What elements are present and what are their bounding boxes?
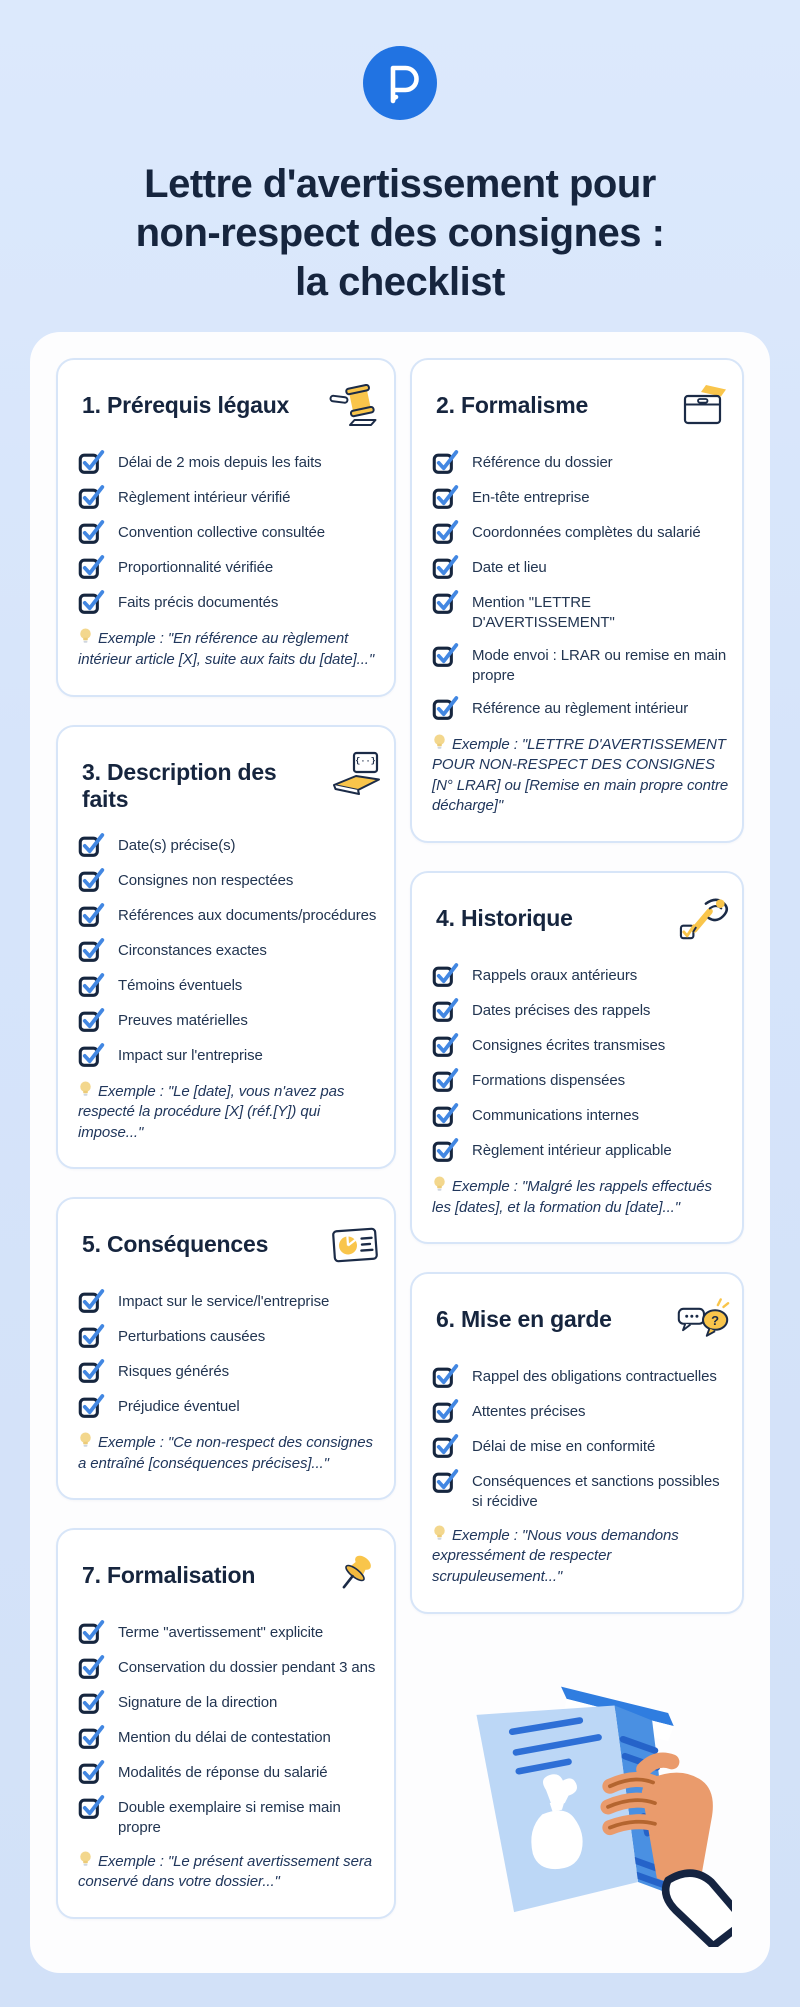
logo-container bbox=[0, 0, 800, 120]
lightbulb-icon bbox=[78, 1431, 93, 1449]
checklist-item-label: Signature de la direction bbox=[118, 1694, 278, 1712]
checkbox-checked-icon bbox=[432, 1066, 459, 1093]
checklist-item-label: Consignes écrites transmises bbox=[472, 1037, 666, 1055]
example-note bbox=[432, 1524, 730, 1588]
checkbox-checked-icon bbox=[78, 1357, 105, 1384]
checklist-item bbox=[78, 483, 382, 510]
checkbox-checked-icon bbox=[78, 1688, 105, 1715]
checklist-item-label: Préjudice éventuel bbox=[118, 1398, 240, 1416]
checklist-item bbox=[78, 518, 382, 545]
checklist-item bbox=[432, 483, 730, 510]
example-note bbox=[78, 1080, 382, 1144]
example-note bbox=[78, 1850, 382, 1893]
checklist-item-label: Date et lieu bbox=[472, 559, 547, 577]
svg-text:?: ? bbox=[711, 1313, 720, 1329]
section-card-historique bbox=[410, 871, 744, 1244]
checklist-item-label: Références aux documents/procédures bbox=[118, 906, 377, 924]
section-title: 5. Conséquences bbox=[82, 1231, 269, 1258]
checklist-item bbox=[432, 1362, 730, 1389]
checklist-item-label: Communications internes bbox=[472, 1107, 639, 1125]
example-text: Exemple : "Ce non-respect des consignes a entraîné [conséquences précises]..." bbox=[78, 1434, 373, 1472]
checklist-item-label: En-tête entreprise bbox=[472, 489, 590, 507]
checklist-item-label: Risques générés bbox=[118, 1363, 230, 1381]
section-title: 7. Formalisation bbox=[82, 1562, 256, 1589]
section-card-consequences bbox=[56, 1197, 396, 1500]
lightbulb-icon bbox=[78, 627, 93, 645]
checklist-item bbox=[432, 1432, 730, 1459]
checkbox-checked-icon bbox=[78, 831, 105, 858]
section-card-mise-en-garde bbox=[410, 1272, 744, 1613]
laptop-icon bbox=[328, 749, 382, 797]
right-column bbox=[410, 358, 744, 1947]
checklist-item-label: Perturbations causées bbox=[118, 1328, 266, 1346]
checklist-item-label: Consignes non respectées bbox=[118, 871, 294, 889]
checklist-item bbox=[432, 1467, 730, 1512]
example-note bbox=[432, 1175, 730, 1218]
checklist-item-label: Mention "LETTRE D'AVERTISSEMENT" bbox=[472, 594, 615, 632]
checklist-item bbox=[432, 1031, 730, 1058]
checklist-item bbox=[78, 448, 382, 475]
checklist-item bbox=[78, 831, 382, 858]
checklist-item-label: Délai de 2 mois depuis les faits bbox=[118, 454, 322, 472]
section-card-prerequis-legaux bbox=[56, 358, 396, 696]
checkbox-checked-icon bbox=[432, 553, 459, 580]
section-title: 2. Formalisme bbox=[436, 392, 589, 419]
checklist-item-label: Double exemplaire si remise main propre bbox=[118, 1799, 341, 1837]
p-logo-icon bbox=[363, 46, 437, 120]
checklist-item bbox=[78, 588, 382, 615]
checklist-item bbox=[78, 1006, 382, 1033]
lightbulb-icon bbox=[78, 1080, 93, 1098]
section-card-formalisme bbox=[410, 358, 744, 843]
example-text: Exemple : "Le [date], vous n'avez pas respecté la procédure [X] (réf.[Y]) qui impose..." bbox=[78, 1082, 345, 1141]
checklist-item bbox=[432, 694, 730, 721]
checklist-item bbox=[432, 1101, 730, 1128]
checkbox-checked-icon bbox=[78, 936, 105, 963]
checklist-item bbox=[78, 1758, 382, 1785]
checklist-item bbox=[432, 518, 730, 545]
checklist-item-label: Dates précises des rappels bbox=[472, 1002, 651, 1020]
checklist-item-label: Proportionnalité vérifiée bbox=[118, 559, 274, 577]
checklist-item bbox=[78, 1618, 382, 1645]
checklist-item-label: Délai de mise en conformité bbox=[472, 1438, 656, 1456]
example-text: Exemple : "Le présent avertissement sera conservé dans votre dossier..." bbox=[78, 1852, 372, 1891]
checkbox-checked-icon bbox=[78, 866, 105, 893]
checklist-board bbox=[30, 332, 770, 1973]
checklist-item-label: Coordonnées complètes du salarié bbox=[472, 524, 701, 542]
checklist-item-label: Témoins éventuels bbox=[118, 976, 243, 994]
page-title-line-2: non-respect des consignes : bbox=[135, 210, 665, 255]
section-title: 1. Prérequis légaux bbox=[82, 392, 290, 419]
section-title: 3. Description des faits bbox=[82, 758, 277, 812]
checkbox-checked-icon bbox=[432, 641, 459, 668]
checklist-item bbox=[432, 961, 730, 988]
checkbox-checked-icon bbox=[432, 518, 459, 545]
checklist-item bbox=[78, 1653, 382, 1680]
checkbox-checked-icon bbox=[78, 1392, 105, 1419]
checklist-item-label: Formations dispensées bbox=[472, 1072, 625, 1090]
page-title-line-1: Lettre d'avertissement pour bbox=[144, 162, 656, 206]
checklist bbox=[432, 1362, 730, 1512]
checklist-item-label: Rappels oraux antérieurs bbox=[472, 967, 638, 985]
checkbox-checked-icon bbox=[432, 588, 459, 615]
checkbox-checked-icon bbox=[78, 901, 105, 928]
checklist-item-label: Faits précis documentés bbox=[118, 594, 279, 612]
checkbox-checked-icon bbox=[432, 694, 459, 721]
example-text: Exemple : "En référence au règlement intérieur article [X], suite aux faits du [date]..." bbox=[78, 630, 375, 668]
pushpin-icon bbox=[328, 1552, 382, 1600]
checkbox-checked-icon bbox=[78, 588, 105, 615]
checkbox-checked-icon bbox=[78, 448, 105, 475]
checklist-item-label: Date(s) précise(s) bbox=[118, 836, 236, 854]
checklist bbox=[432, 961, 730, 1163]
lightbulb-icon bbox=[432, 1524, 447, 1542]
checkbox-checked-icon bbox=[432, 1397, 459, 1424]
checklist-item bbox=[78, 1287, 382, 1314]
checkbox-checked-icon bbox=[78, 553, 105, 580]
checkbox-checked-icon bbox=[432, 1136, 459, 1163]
checkbox-checked-icon bbox=[432, 961, 459, 988]
checkbox-checked-icon bbox=[78, 1653, 105, 1680]
checkbox-checked-icon bbox=[432, 1467, 459, 1494]
section-card-description-des-faits bbox=[56, 725, 396, 1170]
checklist-item bbox=[432, 553, 730, 580]
checkbox-checked-icon bbox=[78, 518, 105, 545]
checklist-item-label: Règlement intérieur vérifié bbox=[118, 489, 291, 507]
chat-question-icon bbox=[676, 1296, 730, 1344]
checklist-item bbox=[78, 936, 382, 963]
checklist bbox=[432, 448, 730, 720]
checklist-item-label: Attentes précises bbox=[472, 1403, 586, 1421]
lightbulb-icon bbox=[78, 1850, 93, 1868]
checkbox-checked-icon bbox=[78, 971, 105, 998]
checkbox-checked-icon bbox=[432, 483, 459, 510]
checklist-item-label: Rappel des obligations contractuelles bbox=[472, 1368, 717, 1386]
checklist-item-label: Référence au règlement intérieur bbox=[472, 699, 689, 717]
section-title: 6. Mise en garde bbox=[436, 1306, 612, 1333]
checklist-item bbox=[78, 866, 382, 893]
checkbox-checked-icon bbox=[78, 483, 105, 510]
checklist-item bbox=[78, 1723, 382, 1750]
checklist-item-label: Terme "avertissement" explicite bbox=[118, 1624, 324, 1642]
checklist-item bbox=[432, 996, 730, 1023]
checkbox-checked-icon bbox=[78, 1006, 105, 1033]
checkbox-checked-icon bbox=[432, 1432, 459, 1459]
checklist-item bbox=[78, 1793, 382, 1838]
checklist-item-label: Modalités de réponse du salarié bbox=[118, 1764, 328, 1782]
checklist-item-label: Mention du délai de contestation bbox=[118, 1729, 331, 1747]
checklist-item-label: Mode envoi : LRAR ou remise en main propre bbox=[472, 646, 727, 684]
page-title bbox=[0, 160, 800, 306]
checkbox-checked-icon bbox=[78, 1723, 105, 1750]
svg-text:{··}: {··} bbox=[355, 755, 376, 766]
lightbulb-icon bbox=[432, 733, 447, 751]
checklist-item-label: Preuves matérielles bbox=[118, 1011, 248, 1029]
gavel-icon bbox=[328, 382, 382, 430]
checklist-item bbox=[432, 1136, 730, 1163]
checkbox-checked-icon bbox=[432, 448, 459, 475]
left-column bbox=[56, 358, 396, 1947]
checklist-item-label: Conservation du dossier pendant 3 ans bbox=[118, 1659, 376, 1677]
example-note bbox=[432, 733, 730, 818]
checklist-item-label: Impact sur le service/l'entreprise bbox=[118, 1293, 330, 1311]
checklist-item bbox=[432, 641, 730, 686]
checklist-item bbox=[78, 1392, 382, 1419]
checklist-item-label: Convention collective consultée bbox=[118, 524, 326, 542]
checklist-item bbox=[78, 1041, 382, 1068]
checkbox-checked-icon bbox=[78, 1287, 105, 1314]
checkbox-checked-icon bbox=[432, 1362, 459, 1389]
lightbulb-icon bbox=[432, 1175, 447, 1193]
checklist-item-label: Circonstances exactes bbox=[118, 941, 267, 959]
checklist bbox=[78, 448, 382, 615]
checkbox-checked-icon bbox=[78, 1618, 105, 1645]
checkbox-checked-icon bbox=[432, 1101, 459, 1128]
checklist bbox=[78, 831, 382, 1068]
writing-hand-icon bbox=[676, 895, 730, 943]
section-card-formalisation bbox=[56, 1528, 396, 1919]
checklist-item bbox=[432, 1397, 730, 1424]
checkbox-checked-icon bbox=[78, 1041, 105, 1068]
example-note bbox=[78, 627, 382, 670]
checklist-item-label: Règlement intérieur applicable bbox=[472, 1142, 672, 1160]
section-title: 4. Historique bbox=[436, 905, 573, 932]
example-text: Exemple : "Nous vous demandons expressément de respecter scrupuleusement..." bbox=[432, 1526, 679, 1585]
checkbox-checked-icon bbox=[78, 1793, 105, 1820]
page-title-line-3: la checklist bbox=[295, 259, 505, 304]
example-note bbox=[78, 1431, 382, 1474]
checklist-item bbox=[78, 1688, 382, 1715]
example-text: Exemple : "Malgré les rappels effectués les [dates], et la formation du [date]..." bbox=[432, 1177, 712, 1216]
checklist-item bbox=[78, 901, 382, 928]
checklist-item bbox=[432, 448, 730, 475]
checklist-item bbox=[432, 588, 730, 633]
example-text: Exemple : "LETTRE D'AVERTISSEMENT POUR NON-RESPECT DES CONSIGNES [N° LRAR] ou [Remise en main propre contre décharge]" bbox=[432, 735, 729, 815]
checklist bbox=[78, 1618, 382, 1838]
checklist-item bbox=[432, 1066, 730, 1093]
checklist-item-label: Référence du dossier bbox=[472, 454, 613, 472]
checklist-item bbox=[78, 971, 382, 998]
checkbox-checked-icon bbox=[78, 1758, 105, 1785]
hand-holding-book-illustration bbox=[410, 1642, 744, 1948]
checklist-item-label: Impact sur l'entreprise bbox=[118, 1046, 263, 1064]
checkbox-checked-icon bbox=[78, 1322, 105, 1349]
archive-box-icon bbox=[676, 382, 730, 430]
checklist-item-label: Conséquences et sanctions possibles si récidive bbox=[472, 1473, 720, 1510]
checklist-item bbox=[78, 1322, 382, 1349]
checkbox-checked-icon bbox=[432, 1031, 459, 1058]
checkbox-checked-icon bbox=[432, 996, 459, 1023]
checklist-item bbox=[78, 1357, 382, 1384]
checklist bbox=[78, 1287, 382, 1419]
chart-card-icon bbox=[328, 1221, 382, 1269]
checklist-item bbox=[78, 553, 382, 580]
